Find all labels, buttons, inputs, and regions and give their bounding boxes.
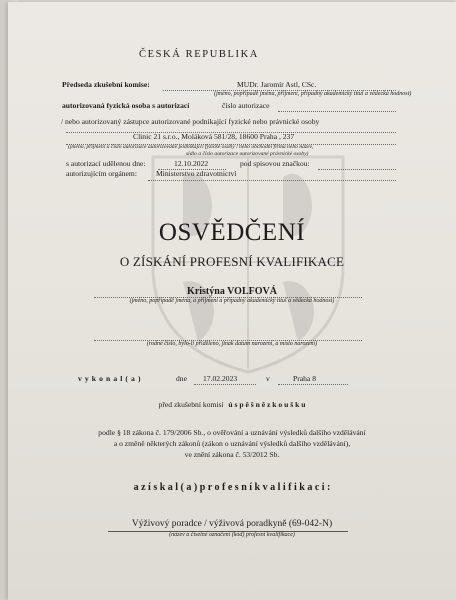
holder-name-hint: (jméno, popřípadě jména, a příjmení a případný akademický titul a vědecká hodnost) (129, 298, 335, 304)
exam-place: Praha 8 (293, 374, 316, 383)
chair-hint: (jméno, popřípadě jména, příjmení, případný akademický titul a vědecká hodnost) (214, 91, 412, 97)
law-text-1: podle § 18 zákona č. 179/2006 Sb., o ověřování a uznávání výsledků dalšího vzdělávání (98, 428, 366, 437)
certificate-page (8, 2, 456, 600)
country-heading: ČESKÁ REPUBLIKA (139, 49, 259, 60)
exam-day-label: dne (176, 374, 187, 383)
authorization-label: autorizovaná fyzická osoba s autorizací (62, 101, 190, 110)
exam-date-line (194, 384, 256, 385)
exam-success-text: ú s p ě š n ě z k o u š k u (228, 400, 306, 409)
exam-committee-text: před zkušební komisí (158, 400, 224, 409)
exam-place-label: v (266, 374, 270, 383)
authority-value: Ministerstvo zdravotnictví (156, 169, 237, 178)
holder-name: Kristýna VOLFOVÁ (187, 286, 277, 297)
authorization-hint-2: sídlo a číslo autorizace autorizované právnické osoby) (186, 151, 309, 157)
authority-label: autorizujícím orgánem: (66, 169, 137, 178)
date-label: s autorizací udělenou dne: (66, 159, 146, 168)
chair-label: Předseda zkušební komise: (62, 80, 150, 89)
authorization-number-line (278, 111, 396, 112)
file-number-line (318, 169, 396, 170)
certificate-title: OSVĚDČENÍ (158, 219, 306, 246)
certificate-subtitle: O ZÍSKÁNÍ PROFESNÍ KVALIFIKACE (119, 254, 345, 269)
law-text-2: a o změně některých zákonů (zákon o uznávání výsledků dalšího vzdělávání), (113, 439, 351, 448)
exam-passed-label: v y k o n a l ( a ) (78, 374, 142, 383)
chair-name: MUDr. Jaromír Astl, CSc. (237, 80, 317, 89)
qualification-hint: (název a číselné označení (kód) profesní kvalifikace) (169, 532, 295, 538)
organization-text: Clinic 21 s.r.o., Moláková 581/28, 18600 Praha , 237 (133, 132, 295, 141)
birth-hint: (rodné číslo, bylo-li přiděleno, jinak datum narození, a místo narození) (146, 341, 318, 347)
date-value: 12.10.2022 (174, 159, 209, 168)
exam-date: 17.02.2023 (203, 374, 238, 383)
file-number-label: pod spisovou značkou: (240, 159, 310, 168)
authority-line (148, 180, 396, 181)
qualification-gained-heading: a z í s k a l ( a ) p r o f e s n í k v a l i f i k a c i : (133, 482, 331, 493)
law-text-3: ve znění zákona č. 53/2012 Sb. (184, 450, 280, 459)
authorization-number-label: číslo autorizace (222, 101, 270, 110)
exam-place-line (278, 384, 348, 385)
qualification-name: Výživový poradce / výživová poradkyně (69-042-N) (131, 519, 333, 529)
authorization-hint-1: (jméno, příjmení a číslo autorizace autorizované podnikající fyzické osoby / nebo obchodní firma nebo název, (68, 144, 314, 150)
exam-committee-line (28, 400, 436, 409)
authorization-legal-label: / nebo autorizovaný zástupce autorizované podnikající fyzické nebo právnické osoby (61, 117, 320, 126)
